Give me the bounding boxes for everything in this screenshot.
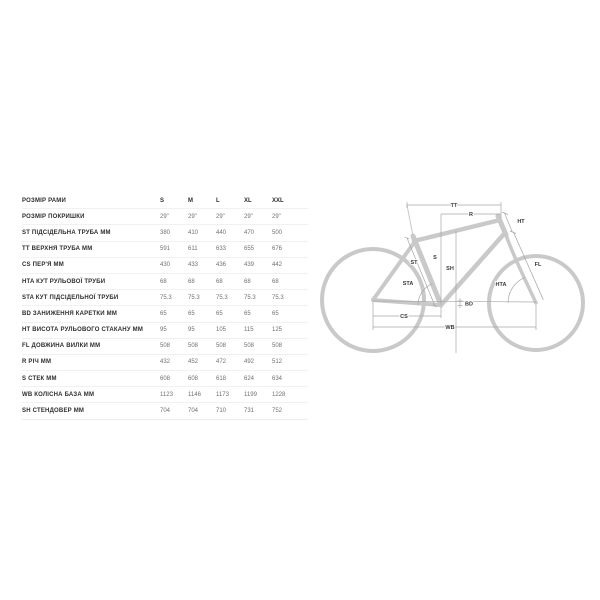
table-row [22,193,308,209]
sta-label: STA [402,281,414,287]
row-value: 29" [244,213,253,220]
row-value: 75.3 [216,294,228,301]
row-value: 752 [272,408,283,415]
row-label: TT ВЕРХНЯ ТРУБА ММ [22,246,93,253]
row-label: HTA КУТ РУЛЬОВОЇ ТРУБИ [22,278,106,285]
row-value: 704 [160,408,171,415]
row-value: 68 [160,278,167,285]
row-value: 440 [216,229,227,236]
row-value: XXL [272,197,284,204]
row-value: 442 [272,262,283,269]
row-value: 611 [188,246,198,253]
geometry-table [22,193,308,420]
table-row [22,355,308,371]
row-value: 618 [216,375,227,382]
fork-blade [506,235,536,303]
row-label: WB КОЛІСНА БАЗА ММ [22,391,95,398]
row-value: 410 [188,229,199,236]
row-label: РОЗМІР ПОКРИШКИ [22,213,85,220]
table-row [22,209,308,225]
table-row [22,242,308,258]
top-tube [414,220,500,241]
table-row [22,258,308,274]
table-row [22,274,308,290]
row-value: 472 [216,359,227,366]
row-value: 75.3 [188,294,200,301]
row-value: 432 [160,359,171,366]
table-row [22,225,308,241]
row-value: 508 [216,343,227,350]
row-value: 65 [188,310,195,317]
row-value: 1199 [244,391,257,398]
ht-label: HT [517,219,525,225]
tt-label: TT [450,203,458,209]
table-row [22,387,308,403]
row-value: 591 [160,246,171,253]
row-value: 75.3 [160,294,172,301]
row-value: 1228 [272,391,286,398]
row-value: XL [244,197,252,204]
row-value: 29" [216,213,225,220]
head-tube [498,216,506,235]
geometry-diagram [330,190,600,355]
row-value: 436 [216,262,227,269]
row-value: 95 [160,327,167,334]
row-value: 508 [160,343,171,350]
row-value: 731 [244,408,255,415]
row-value: 115 [244,327,254,334]
wb-label: WB [445,325,455,331]
row-value: 624 [244,375,255,382]
row-value: 125 [272,327,283,334]
row-value: 1123 [160,391,173,398]
sh-label: SH [446,266,454,272]
row-value: 508 [272,343,283,350]
row-label: STA КУТ ПІДСІДЕЛЬНОЇ ТРУБИ [22,294,119,301]
row-value: 68 [188,278,195,285]
row-value: 710 [216,408,227,415]
row-value: 492 [244,359,255,366]
fl-label: FL [534,262,542,268]
row-label: РОЗМІР РАМИ [22,197,67,204]
row-value: 65 [160,310,167,317]
row-value: 29" [160,213,169,220]
table-row [22,306,308,322]
table-row [22,323,308,339]
row-value: 704 [188,408,199,415]
row-label: FL ДОВЖИНА ВИЛКИ ММ [22,343,101,350]
row-value: 439 [244,262,255,269]
row-label: HT ВИСОТА РУЛЬОВОГО СТАКАНУ ММ [22,327,144,334]
row-value: 105 [216,327,227,334]
row-value: 68 [244,278,251,285]
row-value: M [188,197,193,204]
row-value: 512 [272,359,283,366]
row-value: 633 [216,246,227,253]
row-value: L [216,197,220,204]
row-value: 1146 [188,391,201,398]
row-label: ST ПІДСІДЕЛЬНА ТРУБА ММ [22,229,111,236]
row-value: 75.3 [244,294,256,301]
table-row [22,290,308,306]
row-value: 452 [188,359,199,366]
row-label: R РІЧ ММ [22,359,52,366]
row-value: 65 [216,310,223,317]
hta-angle-arc [508,277,525,303]
r-label: R [469,212,473,218]
seatpost-axis [407,205,413,236]
cs-label: CS [400,314,408,320]
table-row [22,339,308,355]
row-value: 634 [272,375,283,382]
row-value: 75.3 [272,294,284,301]
row-value: 508 [188,343,199,350]
row-value: 430 [160,262,171,269]
row-label: S СТЕК ММ [22,375,57,382]
row-label: CS ПЕР'Я ММ [22,262,64,269]
table-row [22,371,308,387]
hta-label: HTA [495,282,507,288]
row-value: 1173 [216,391,229,398]
row-value: 95 [188,327,195,334]
st-label: ST [410,260,418,266]
row-value: 676 [272,246,283,253]
row-value: 65 [244,310,251,317]
row-value: 65 [272,310,279,317]
row-value: 508 [244,343,255,350]
row-value: S [160,197,165,204]
row-value: 68 [272,278,279,285]
row-value: 608 [160,375,171,382]
bd-label: BD [465,301,473,308]
row-value: 380 [160,229,171,236]
row-value: 433 [188,262,199,269]
row-label: BD ЗАНИЖЕННЯ КАРЕТКИ ММ [22,310,118,317]
row-value: 68 [216,278,223,285]
row-value: 29" [272,213,281,220]
row-value: 29" [188,213,197,220]
row-value: 500 [272,229,283,236]
bd-dimension-line [458,298,463,308]
s-label: S [433,255,437,261]
row-value: 470 [244,229,255,236]
row-value: 608 [188,375,199,382]
row-value: 655 [244,246,255,253]
table-row [22,403,308,419]
row-label: SH СТЕНДОВЕР ММ [22,408,85,415]
seat-tube [413,236,441,305]
